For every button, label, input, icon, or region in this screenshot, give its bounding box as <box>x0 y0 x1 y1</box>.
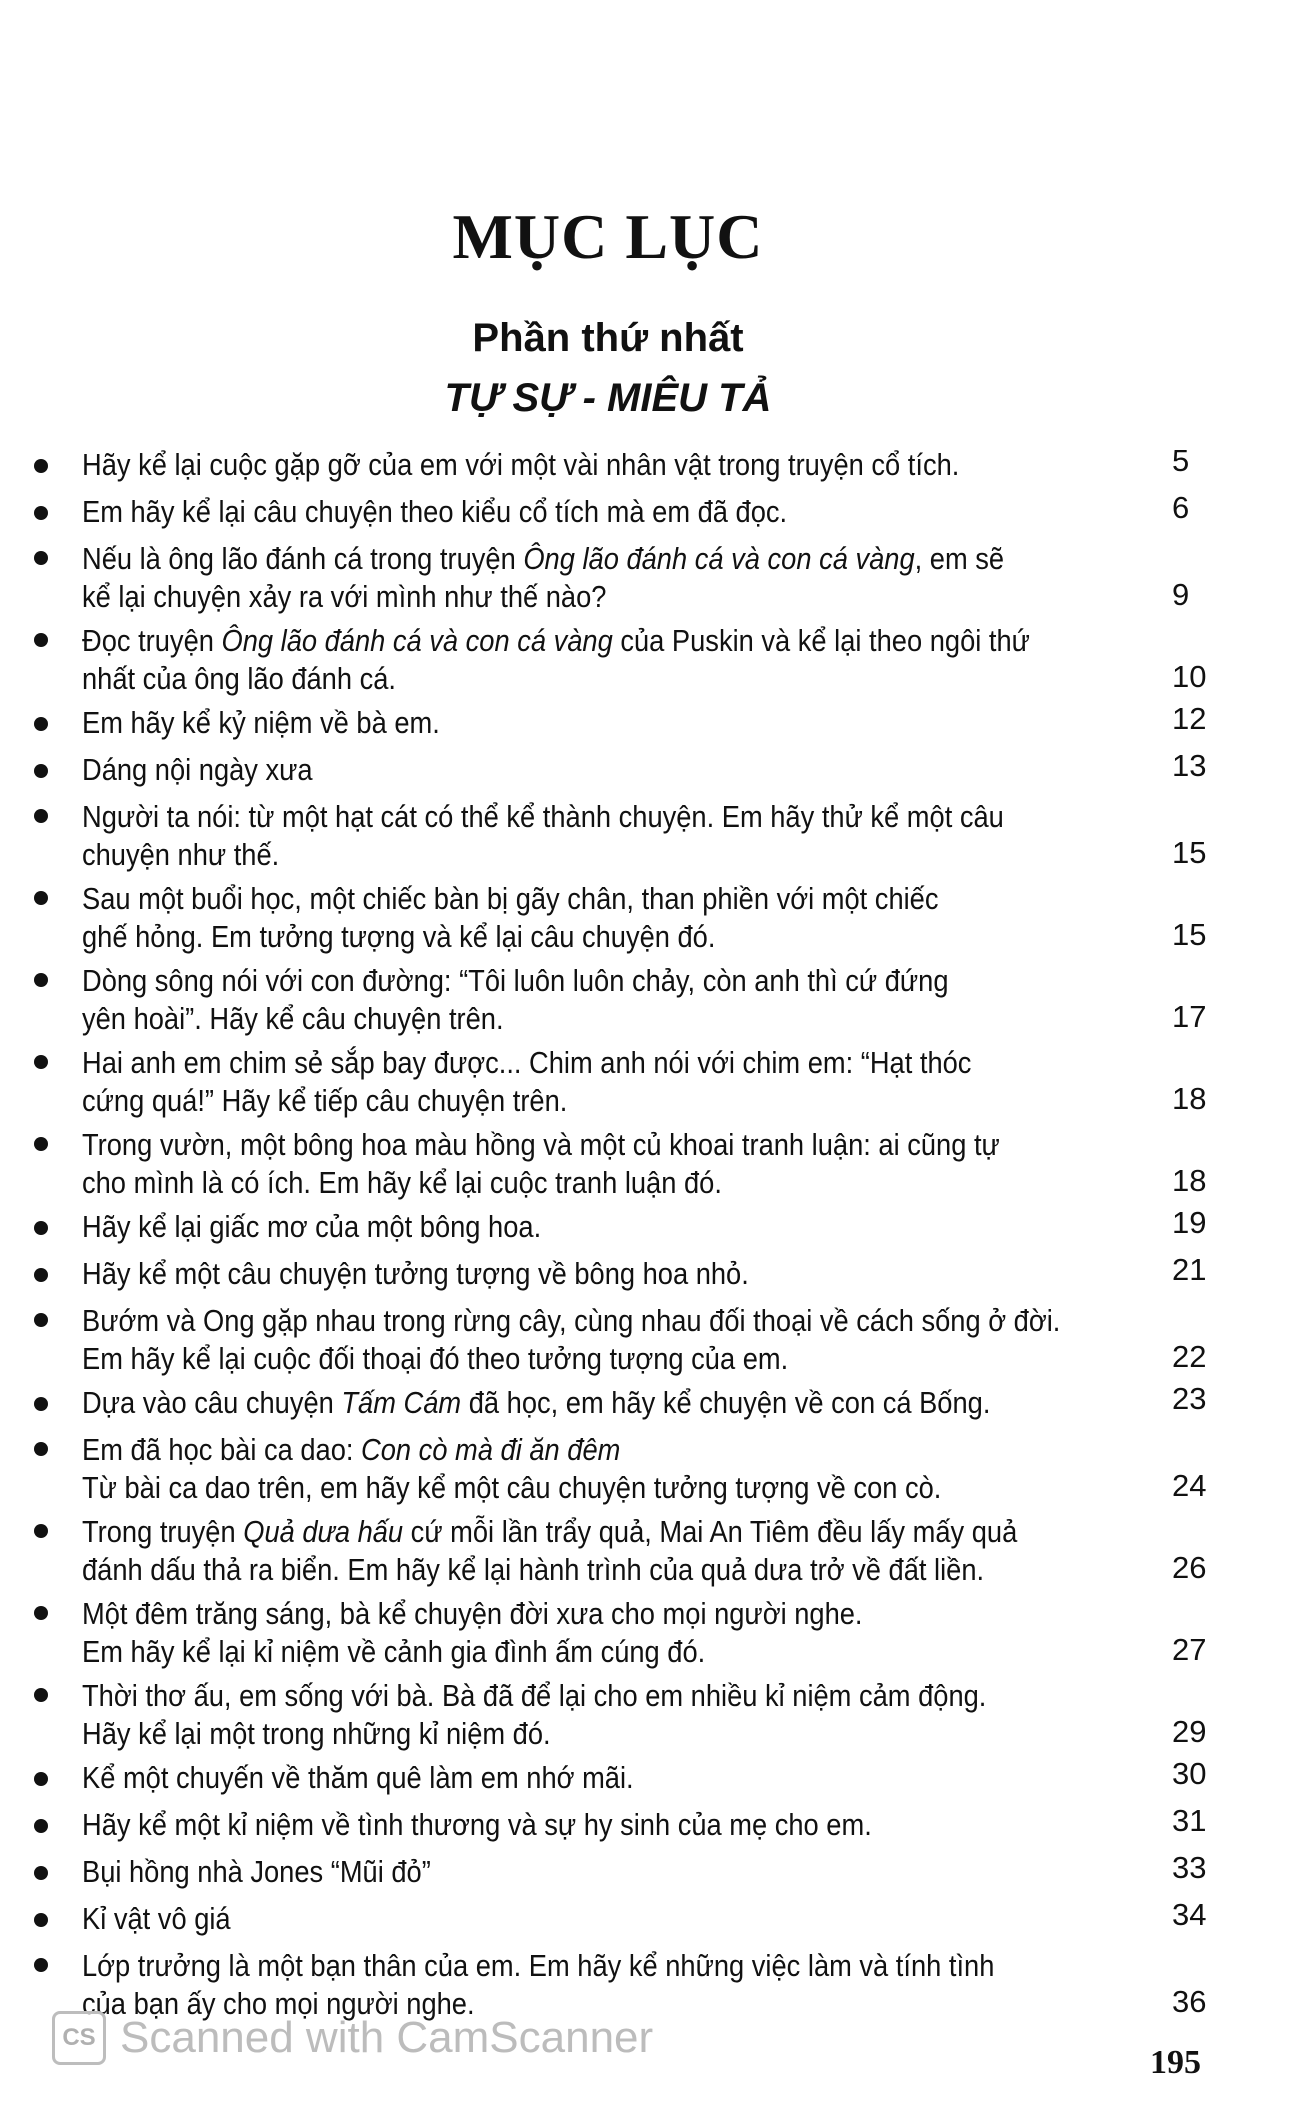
toc-page-number: 6 <box>1172 490 1190 525</box>
toc-entry-text <box>82 446 1129 484</box>
toc-entry <box>0 1298 1312 1380</box>
toc-entry-title: cứ mỗi lần trẩy quả, Mai An Tiêm đều lấy mấy quả <box>403 1514 1018 1549</box>
toc-entry-title: Hãy kể lại cuộc gặp gỡ của em với một vài nhân vật trong truyện cổ tích. <box>82 447 960 482</box>
toc-entry-work-title: Quả dưa hấu <box>243 1514 404 1549</box>
toc-entry-line <box>82 1595 1129 1633</box>
camscanner-logo: CS <box>52 2011 106 2065</box>
toc-entry-line <box>82 1677 1129 1715</box>
toc-entry <box>0 1802 1312 1849</box>
bullet-icon <box>34 891 48 905</box>
toc-entry-line <box>82 1255 1129 1293</box>
toc-entry-work-title: Tấm Cám <box>341 1385 462 1420</box>
toc-entry-title: Kể một chuyến về thăm quê làm em nhớ mãi. <box>82 1760 634 1795</box>
toc-entry-title: Nếu là ông lão đánh cá trong truyện <box>82 541 524 576</box>
toc-entry-title: Dòng sông nói với con đường: “Tôi luôn luôn chảy, còn anh thì cứ đứng <box>82 963 949 998</box>
toc-entry <box>0 1122 1312 1204</box>
toc-entry-line: đánh dấu thả ra biển. Em hãy kể lại hành trình của quả dưa trở về đất liền. <box>82 1552 985 1587</box>
toc-entry <box>0 1204 1312 1251</box>
toc-page-number: 17 <box>1172 999 1207 1034</box>
toc-entry <box>0 876 1312 958</box>
toc-entry-line <box>82 1759 1129 1797</box>
toc-entry <box>0 618 1312 700</box>
toc-page-number: 33 <box>1172 1850 1207 1885</box>
toc-entry <box>0 1591 1312 1673</box>
bullet-icon <box>34 1866 48 1880</box>
toc-entry-text <box>82 493 1129 531</box>
toc-entry-title: Bướm và Ong gặp nhau trong rừng cây, cùng nhau đối thoại về cách sống ở đời. <box>82 1303 1061 1338</box>
toc-page-number: 13 <box>1172 748 1207 783</box>
toc-entry-title: Sau một buổi học, một chiếc bàn bị gãy chân, than phiền với một chiếc <box>82 881 939 916</box>
toc-entry <box>0 1896 1312 1943</box>
toc-entry-line: ghế hỏng. Em tưởng tượng và kể lại câu chuyện đó. <box>82 919 716 954</box>
toc-entry-line: chuyện như thế. <box>82 837 280 872</box>
toc-entry-line <box>82 1900 1129 1938</box>
bullet-icon <box>34 1055 48 1069</box>
bullet-icon <box>34 973 48 987</box>
toc-entry-line <box>82 1513 1129 1551</box>
bullet-icon <box>34 1688 48 1702</box>
toc-entry-text <box>82 880 1129 956</box>
toc-entry-title: Em đã học bài ca dao: <box>82 1432 362 1467</box>
toc-entry-line: cho mình là có ích. Em hãy kể lại cuộc tranh luận đó. <box>82 1165 722 1200</box>
toc-entry-line <box>82 540 1129 578</box>
toc-entry <box>0 1427 1312 1509</box>
toc-page-number: 22 <box>1172 1339 1207 1374</box>
page-title: MỤC LỤC <box>452 201 764 272</box>
toc-entry-line <box>82 1431 1129 1469</box>
toc-entry-title: , em sẽ <box>914 541 1005 576</box>
toc-page-number: 31 <box>1172 1803 1207 1838</box>
toc-entry-line: kể lại chuyện xảy ra với mình như thế nào? <box>82 579 607 614</box>
toc-entry <box>0 1040 1312 1122</box>
toc-entry-line <box>82 446 1129 484</box>
toc-entry <box>0 1673 1312 1755</box>
toc-entry-line: của bạn ấy cho mọi người nghe. <box>82 1986 475 2021</box>
toc-entry-title: Hãy kể lại giấc mơ của một bông hoa. <box>82 1209 542 1244</box>
toc-entry-text <box>82 704 1129 742</box>
toc-entry-line <box>82 1947 1129 1985</box>
toc-entry-title: Đọc truyện <box>82 623 222 658</box>
toc-entry-title: Dáng nội ngày xưa <box>82 752 313 787</box>
toc-page-number: 12 <box>1172 701 1207 736</box>
bullet-icon <box>34 1606 48 1620</box>
toc-entry-text <box>82 1595 1129 1671</box>
toc-page-number: 15 <box>1172 835 1207 870</box>
toc-entry-text <box>82 1513 1129 1589</box>
toc-entry-line: Em hãy kể lại kỉ niệm về cảnh gia đình ấm cúng đó. <box>82 1634 706 1669</box>
toc-entry-line <box>82 1384 1129 1422</box>
toc-entry-text <box>82 1759 1129 1797</box>
toc-entry-title: Người ta nói: từ một hạt cát có thể kể thành chuyện. Em hãy thử kể một câu <box>82 799 1004 834</box>
bullet-icon <box>34 809 48 823</box>
toc-entry-text <box>82 751 1129 789</box>
toc-entry-title: Một đêm trăng sáng, bà kể chuyện đời xưa cho mọi người nghe. <box>82 1596 863 1631</box>
bullet-icon <box>34 1221 48 1235</box>
toc-entry-text <box>82 962 1129 1038</box>
toc-entry-text <box>82 1431 1129 1507</box>
bullet-icon <box>34 551 48 565</box>
toc-page-number: 21 <box>1172 1252 1207 1287</box>
toc-page-number: 34 <box>1172 1897 1207 1932</box>
bullet-icon <box>34 1913 48 1927</box>
bullet-icon <box>34 633 48 647</box>
toc-entry-line <box>82 751 1129 789</box>
bullet-icon <box>34 459 48 473</box>
toc-entry <box>0 700 1312 747</box>
toc-entry <box>0 442 1312 489</box>
toc-entry <box>0 1849 1312 1896</box>
toc-entry-line: Hãy kể lại một trong những kỉ niệm đó. <box>82 1716 551 1751</box>
toc-page-number: 5 <box>1172 443 1190 478</box>
toc-page-number: 15 <box>1172 917 1207 952</box>
toc-entry-title: Trong vườn, một bông hoa màu hồng và một củ khoai tranh luận: ai cũng tự <box>82 1127 1000 1162</box>
toc-entry-line: Em hãy kể lại cuộc đối thoại đó theo tưởng tượng của em. <box>82 1341 789 1376</box>
toc-page-number: 23 <box>1172 1381 1207 1416</box>
toc-entry-line <box>82 962 1129 1000</box>
toc-entry-title: Trong truyện <box>82 1514 244 1549</box>
toc-page-number: 19 <box>1172 1205 1207 1240</box>
bullet-icon <box>34 1772 48 1786</box>
toc-page-number: 30 <box>1172 1756 1207 1791</box>
part-subtitle: TỰ SỰ - MIÊU TẢ <box>444 376 772 420</box>
toc-entry-text <box>82 1255 1129 1293</box>
toc-entry-line: nhất của ông lão đánh cá. <box>82 661 396 696</box>
toc-entry-line <box>82 622 1129 660</box>
page-number: 195 <box>1150 2044 1201 2081</box>
bullet-icon <box>34 1958 48 1972</box>
toc-entry-text <box>82 1044 1129 1120</box>
part-heading: Phần thứ nhất <box>472 316 744 360</box>
toc-entry-line <box>82 1302 1129 1340</box>
toc-page-number: 9 <box>1172 577 1190 612</box>
watermark-text: Scanned with CamScanner <box>120 2013 654 2062</box>
toc-entry <box>0 1380 1312 1427</box>
toc-entry-title: Kỉ vật vô giá <box>82 1901 231 1936</box>
bullet-icon <box>34 1442 48 1456</box>
toc-entry-line <box>82 798 1129 836</box>
toc-entry <box>0 1251 1312 1298</box>
toc-entry-title: Dựa vào câu chuyện <box>82 1385 342 1420</box>
toc-entry-line <box>82 1853 1129 1891</box>
toc-entry-title: Hãy kể một câu chuyện tưởng tượng về bông hoa nhỏ. <box>82 1256 749 1291</box>
bullet-icon <box>34 764 48 778</box>
toc-entry-text <box>82 1900 1129 1938</box>
toc-page-number: 18 <box>1172 1081 1207 1116</box>
toc-entry-work-title: Ông lão đánh cá và con cá vàng <box>523 541 915 576</box>
toc-entry-line <box>82 704 1129 742</box>
bullet-icon <box>34 717 48 731</box>
bullet-icon <box>34 1524 48 1538</box>
toc-entry-title: Lớp trưởng là một bạn thân của em. Em hãy kể những việc làm và tính tình <box>82 1948 995 1983</box>
toc-entry-title: của Puskin và kể lại theo ngôi thứ <box>612 623 1030 658</box>
toc-entry-text <box>82 1806 1129 1844</box>
toc-page-number: 18 <box>1172 1163 1207 1198</box>
camscanner-watermark <box>52 2010 653 2066</box>
toc-entry-title: Hãy kể một kỉ niệm về tình thương và sự hy sinh của mẹ cho em. <box>82 1807 872 1842</box>
toc-entry-text <box>82 1208 1129 1246</box>
toc-entry-title: Hai anh em chim sẻ sắp bay được... Chim anh nói với chim em: “Hạt thóc <box>82 1045 972 1080</box>
toc-entry-text <box>82 1302 1129 1378</box>
toc-entry-text <box>82 1126 1129 1202</box>
bullet-icon <box>34 1268 48 1282</box>
toc-entry <box>0 794 1312 876</box>
toc-page-number: 27 <box>1172 1632 1207 1667</box>
toc-entry-line <box>82 1208 1129 1246</box>
toc-entry-line <box>82 1044 1129 1082</box>
toc-entry <box>0 536 1312 618</box>
toc-entry-title: Thời thơ ấu, em sống với bà. Bà đã để lại cho em nhiều kỉ niệm cảm động. <box>82 1678 987 1713</box>
toc-entry <box>0 489 1312 536</box>
toc-entry <box>0 958 1312 1040</box>
toc-entry <box>0 747 1312 794</box>
toc-entry-title: Em hãy kể lại câu chuyện theo kiểu cổ tích mà em đã đọc. <box>82 494 788 529</box>
toc-page-number: 10 <box>1172 659 1207 694</box>
toc-page-number: 24 <box>1172 1468 1207 1503</box>
toc-entry-line: yên hoài”. Hãy kể câu chuyện trên. <box>82 1001 504 1036</box>
toc-entry-line: cứng quá!” Hãy kể tiếp câu chuyện trên. <box>82 1083 568 1118</box>
toc-entry-text <box>82 1384 1129 1422</box>
bullet-icon <box>34 1819 48 1833</box>
toc-entry-text <box>82 540 1129 616</box>
toc-entry-line: Từ bài ca dao trên, em hãy kể một câu chuyện tưởng tượng về con cò. <box>82 1470 942 1505</box>
toc-entry <box>0 1509 1312 1591</box>
toc-entry-text <box>82 1853 1129 1891</box>
toc-entry-line <box>82 1126 1129 1164</box>
toc-page-number: 36 <box>1172 1984 1207 2019</box>
toc-entry <box>0 1755 1312 1802</box>
bullet-icon <box>34 1313 48 1327</box>
toc-page-number: 29 <box>1172 1714 1207 1749</box>
toc-entry-text <box>82 798 1129 874</box>
bullet-icon <box>34 1397 48 1411</box>
table-of-contents <box>0 442 1312 2025</box>
bullet-icon <box>34 1137 48 1151</box>
toc-entry-work-title: Con cò mà đi ăn đêm <box>361 1432 621 1467</box>
toc-entry-text <box>82 1677 1129 1753</box>
toc-entry-title: Em hãy kể kỷ niệm về bà em. <box>82 705 440 740</box>
bullet-icon <box>34 506 48 520</box>
toc-entry-line <box>82 1806 1129 1844</box>
toc-page-number: 26 <box>1172 1550 1207 1585</box>
toc-entry-line <box>82 880 1129 918</box>
toc-entry-title: đã học, em hãy kể chuyện về con cá Bống. <box>461 1385 991 1420</box>
toc-entry-work-title: Ông lão đánh cá và con cá vàng <box>221 623 613 658</box>
toc-entry-title: Bụi hồng nhà Jones “Mũi đỏ” <box>82 1854 431 1889</box>
toc-entry-text <box>82 622 1129 698</box>
toc-entry-line <box>82 493 1129 531</box>
